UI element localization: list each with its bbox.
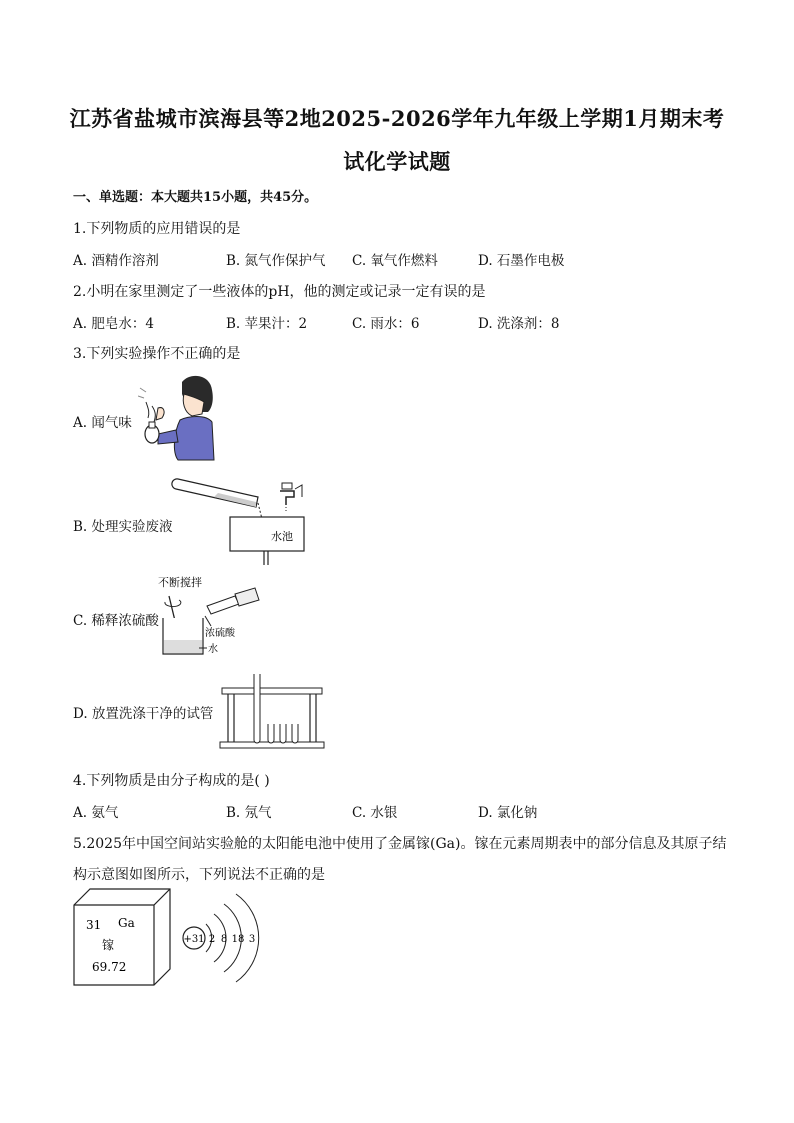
q3-option-d: D. 放置洗涤干净的试管 xyxy=(73,706,214,722)
nucleus-charge: +31 xyxy=(183,934,205,945)
q1-option-d: D. 石墨作电极 xyxy=(478,253,565,269)
q1-option-c: C. 氧气作燃料 xyxy=(352,253,438,269)
shell-2-electrons: 8 xyxy=(220,934,228,945)
smelling-figure xyxy=(138,372,218,464)
q3-option-c: C. 稀释浓硫酸 xyxy=(73,613,159,629)
q2-option-d: D. 洗涤剂：8 xyxy=(478,316,560,332)
atomic-number: 31 xyxy=(86,918,102,932)
q4-option-b: B. 氖气 xyxy=(226,805,272,821)
water-label: 水 xyxy=(208,644,218,655)
q4-stem: 4.下列物质是由分子构成的是( ) xyxy=(73,773,270,789)
q3-option-b: B. 处理实验废液 xyxy=(73,519,173,535)
element-symbol: Ga xyxy=(118,916,135,930)
waste-liquid-figure xyxy=(170,475,310,567)
shell-1-electrons: 2 xyxy=(208,934,216,945)
shell-3-electrons: 18 xyxy=(231,934,245,945)
sink-label: 水池 xyxy=(271,530,293,543)
stir-label: 不断搅拌 xyxy=(158,576,202,589)
q1-stem: 1.下列物质的应用错误的是 xyxy=(73,221,241,237)
q4-option-a: A. 氨气 xyxy=(73,805,119,821)
q5-stem-line2: 构示意图如图所示，下列说法不正确的是 xyxy=(73,867,325,883)
atomic-mass: 69.72 xyxy=(92,960,127,974)
element-name: 镓 xyxy=(102,938,115,952)
page-title-line1: 江苏省盐城市滨海县等2地2025-2026学年九年级上学期1月期末考 xyxy=(69,106,725,131)
q2-stem: 2.小明在家里测定了一些液体的pH，他的测定或记录一定有误的是 xyxy=(73,284,486,300)
atom-structure-figure xyxy=(178,888,264,988)
q1-option-b: B. 氮气作保护气 xyxy=(226,253,326,269)
q1-option-a: A. 酒精作溶剂 xyxy=(73,253,159,269)
dilute-acid-figure xyxy=(155,572,265,662)
q2-option-a: A. 肥皂水：4 xyxy=(73,316,154,332)
q4-option-d: D. 氯化钠 xyxy=(478,805,538,821)
page-title-line2: 试化学试题 xyxy=(343,149,451,174)
q5-stem-line1: 5.2025年中国空间站实验舱的太阳能电池中使用了金属镓(Ga)。镓在元素周期表中的部分信息及其原子结 xyxy=(73,836,727,852)
q3-option-a: A. 闻气味 xyxy=(73,415,132,431)
test-tube-rack-figure xyxy=(218,666,328,750)
q2-option-b: B. 苹果汁：2 xyxy=(226,316,308,332)
q4-option-c: C. 水银 xyxy=(352,805,398,821)
section-heading: 一、单选题：本大题共15小题，共45分。 xyxy=(73,190,318,205)
conc-acid-label: 浓硫酸 xyxy=(205,628,235,639)
shell-4-electrons: 3 xyxy=(248,934,256,945)
q2-option-c: C. 雨水：6 xyxy=(352,316,420,332)
q3-stem: 3.下列实验操作不正确的是 xyxy=(73,346,241,362)
element-cell-figure xyxy=(72,887,172,987)
